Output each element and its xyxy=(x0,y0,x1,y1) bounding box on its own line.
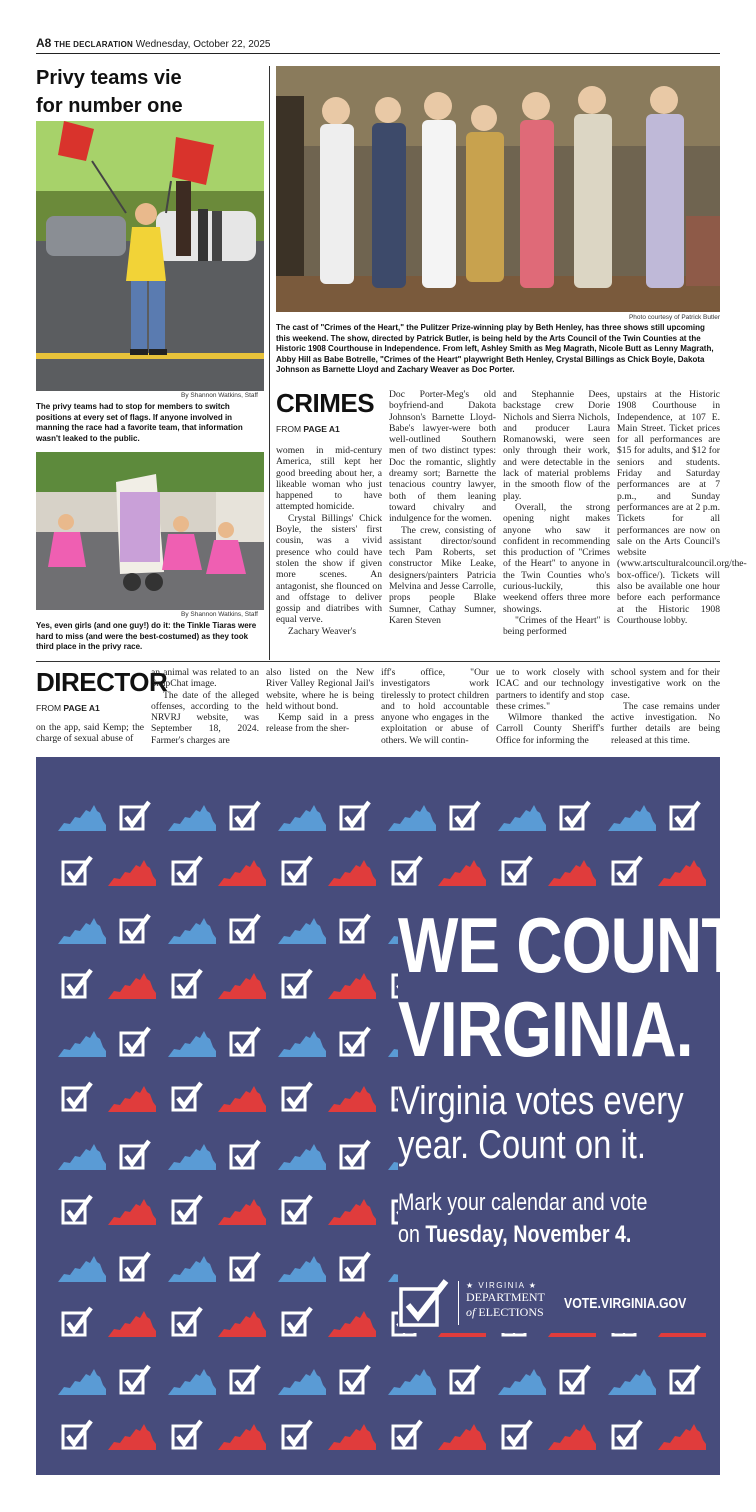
paragraph: school system and for their investigative work on the case. xyxy=(611,667,720,701)
checkbox-icon xyxy=(448,1363,500,1397)
virginia-state-icon xyxy=(216,1084,268,1118)
privy-headline-line2: for number one xyxy=(36,95,183,117)
director-kicker: DIRECTOR xyxy=(36,667,168,697)
virginia-state-icon xyxy=(216,1197,268,1231)
virginia-state-icon xyxy=(606,803,658,837)
virginia-state-icon xyxy=(326,971,378,1005)
privy-photo-tinkle-tiaras xyxy=(36,452,264,610)
checkbox-icon xyxy=(610,1418,662,1452)
dept-of: of xyxy=(466,1305,476,1319)
privy-photo2-credit: By Shannon Watkins, Staff xyxy=(181,611,258,618)
checkbox-icon xyxy=(228,1250,280,1284)
virginia-state-icon xyxy=(216,1422,268,1456)
checkbox-icon xyxy=(280,854,332,888)
ad-election-date: Tuesday, November 4. xyxy=(425,1221,632,1248)
crimes-from-label: FROM xyxy=(276,424,302,434)
paragraph: on the app, said Kemp; the charge of sexual abuse of xyxy=(36,722,144,745)
privy-headline xyxy=(36,64,264,120)
checkbox-icon xyxy=(338,1025,390,1059)
paragraph: Kemp said in a press release from the sher- xyxy=(266,712,374,735)
virginia-state-icon xyxy=(276,916,328,950)
virginia-state-icon xyxy=(326,1309,378,1343)
virginia-state-icon xyxy=(56,1142,108,1176)
column-divider xyxy=(269,66,270,660)
checkbox-icon xyxy=(668,1363,720,1397)
virginia-state-icon xyxy=(656,1422,708,1456)
virginia-state-icon xyxy=(106,1422,158,1456)
virginia-state-icon xyxy=(216,1309,268,1343)
checkbox-icon xyxy=(170,1080,222,1114)
virginia-state-icon xyxy=(276,1367,328,1401)
paragraph: women in mid-century America, still kept her good breeding about her, a likeable woman who just happened to have attempted homicide. xyxy=(276,445,382,513)
virginia-state-icon xyxy=(546,1422,598,1456)
virginia-state-icon xyxy=(386,803,438,837)
ad-headline-line2: VIRGINIA. xyxy=(398,985,693,1073)
crimes-from-page[interactable]: PAGE A1 xyxy=(303,424,340,434)
virginia-state-icon xyxy=(216,971,268,1005)
director-column-2 xyxy=(151,667,259,753)
director-column-3 xyxy=(266,667,374,753)
checkbox-icon xyxy=(338,1363,390,1397)
cast-photo xyxy=(276,66,720,312)
checkbox-icon xyxy=(228,799,280,833)
checkbox-icon xyxy=(558,799,610,833)
checkbox-icon xyxy=(60,1418,112,1452)
checkbox-icon xyxy=(170,967,222,1001)
virginia-state-icon xyxy=(276,1254,328,1288)
checkbox-icon xyxy=(60,1193,112,1227)
virginia-state-icon xyxy=(106,1197,158,1231)
checkbox-icon xyxy=(280,1193,332,1227)
director-column-1 xyxy=(36,722,144,752)
checkbox-icon xyxy=(668,799,720,833)
dept-state: ★ VIRGINIA ★ xyxy=(466,1281,538,1290)
virginia-state-icon xyxy=(56,803,108,837)
checkbox-icon xyxy=(170,1418,222,1452)
crimes-jump-line xyxy=(276,424,340,434)
section-divider xyxy=(36,661,720,662)
virginia-state-icon xyxy=(386,1367,438,1401)
checkbox-icon xyxy=(60,854,112,888)
ad-cta-prefix: on xyxy=(398,1221,426,1248)
virginia-state-icon xyxy=(276,1029,328,1063)
dept-name: DEPARTMENT xyxy=(466,1290,545,1304)
cast-photo-credit: Photo courtesy of Patrick Butler xyxy=(628,314,720,321)
checkbox-icon xyxy=(338,1250,390,1284)
checkbox-icon xyxy=(170,1305,222,1339)
virginia-state-icon xyxy=(106,1084,158,1118)
paragraph: Wilmore thanked the Carroll County Sheriff's Office for informing the xyxy=(496,712,604,746)
virginia-state-icon xyxy=(656,858,708,892)
checkbox-icon xyxy=(228,1138,280,1172)
checkbox-icon xyxy=(280,1080,332,1114)
checkbox-icon xyxy=(280,967,332,1001)
crimes-kicker: CRIMES xyxy=(276,388,375,418)
checkbox-icon xyxy=(338,799,390,833)
paragraph: The date of the alleged offenses, according to the NRVRJ website, was September 18, 2024. Farmer's charges are xyxy=(151,689,259,746)
director-from-page[interactable]: PAGE A1 xyxy=(63,703,100,713)
paragraph: Overall, the strong opening night makes anyone who saw it confident in recommending this production of "Crimes of the Heart" to anyone in the Twin Counties who's curious-luckily, this weekend offers three more showings. xyxy=(503,501,610,615)
virginia-state-icon xyxy=(166,1029,218,1063)
virginia-state-icon xyxy=(56,916,108,950)
page-header xyxy=(36,36,720,54)
director-column-5 xyxy=(496,667,604,753)
checkbox-icon xyxy=(228,1025,280,1059)
checkbox-icon xyxy=(60,1080,112,1114)
checkbox-logo-icon xyxy=(398,1277,450,1329)
ad-text-panel xyxy=(398,901,740,1333)
virginia-state-icon xyxy=(326,1084,378,1118)
checkbox-icon xyxy=(280,1305,332,1339)
checkbox-icon xyxy=(118,912,170,946)
privy-headline-line1: Privy teams vie xyxy=(36,67,182,89)
virginia-state-icon xyxy=(216,858,268,892)
virginia-state-icon xyxy=(326,858,378,892)
virginia-state-icon xyxy=(166,803,218,837)
paragraph: and Stephannie Dees, backstage crew Dorie Nichols and Sierra Nichols, and producer Laura Romanowski, were seen only through their work, and were detectable in the lack of material problems in the smooth flow of the play. xyxy=(503,389,610,502)
virginia-state-icon xyxy=(56,1029,108,1063)
department-of-elections xyxy=(466,1281,545,1320)
checkbox-icon xyxy=(390,854,442,888)
checkbox-icon xyxy=(118,1363,170,1397)
paragraph: also listed on the New River Valley Regional Jail's website, where he is being held without bond. xyxy=(266,667,374,712)
checkbox-icon xyxy=(280,1418,332,1452)
privy-photo1-credit: By Shannon Watkins, Staff xyxy=(181,392,258,399)
ad-sub-line1: Virginia votes every xyxy=(398,1079,684,1123)
virginia-state-icon xyxy=(436,858,488,892)
paragraph: iff's office, "Our investigators work tirelessly to protect children and to hold accountable anyone who engages in the exploitation or abuse of others. We will contin- xyxy=(381,667,489,746)
privy-photo1-caption: The privy teams had to stop for members to switch positions at every set of flags. If anyone involved in manning the race had a favorite team, that information wasn't leaked to the public. xyxy=(36,402,243,443)
checkbox-icon xyxy=(60,967,112,1001)
ad-sub-line2: year. Count on it. xyxy=(398,1123,646,1167)
virginia-state-icon xyxy=(496,1367,548,1401)
paragraph: ue to work closely with ICAC and our technology partners to identify and stop these crimes." xyxy=(496,667,604,712)
checkbox-icon xyxy=(170,854,222,888)
checkbox-icon xyxy=(170,1193,222,1227)
virginia-state-icon xyxy=(606,1367,658,1401)
paragraph: The crew, consisting of assistant director/sound tech Pam Roberts, set constructor Mike Leake, designers/painters Patricia Melvina and Jesse Carrolle, props people Blake Sumner, Cathay Sumner, Karen Steven xyxy=(389,524,496,626)
publication-name: THE DECLARATION xyxy=(54,40,133,49)
checkbox-icon xyxy=(118,799,170,833)
virginia-state-icon xyxy=(326,1422,378,1456)
paragraph: The case remains under active investigation. No further details are being released at this time. xyxy=(611,700,720,746)
paragraph: Zachary Weaver's xyxy=(288,625,357,637)
crimes-column-4 xyxy=(617,389,747,661)
director-column-4 xyxy=(381,667,489,753)
page-number: A8 xyxy=(36,36,52,50)
virginia-state-icon xyxy=(166,1367,218,1401)
checkbox-icon xyxy=(228,1363,280,1397)
virginia-state-icon xyxy=(106,971,158,1005)
virginia-state-icon xyxy=(436,1422,488,1456)
crimes-column-2 xyxy=(389,389,496,661)
virginia-state-icon xyxy=(56,1367,108,1401)
paragraph: an animal was related to an SnapChat image. xyxy=(151,667,259,690)
we-count-virginia-ad xyxy=(36,757,740,1475)
checkbox-icon xyxy=(610,854,662,888)
virginia-state-icon xyxy=(546,858,598,892)
checkbox-icon xyxy=(390,1418,442,1452)
privy-photo-flagger xyxy=(36,121,264,391)
cast-photo-caption: The cast of "Crimes of the Heart," the Pulitzer Prize-winning play by Beth Henley, has three shows still upcoming this weekend. The show, directed by Patrick Butler, is being held by the Arts Council of the Twin Counties at the Historic 1908 Courthouse in Independence. From left, Ashley Smith as Meg Magrath, Nicole Butt as Lenny Magrath, Abby Hill as Babe Botrelle, "Crimes of the Heart" playwright Beth Henley, Crystal Billings as Chick Boyle, Dakota Johnson as Barnette Lloyd and Zachary Weaver as Doc Porter. xyxy=(276,323,714,374)
director-jump-line xyxy=(36,703,100,713)
vote-virginia-url[interactable]: VOTE.VIRGINIA.GOV xyxy=(564,1295,687,1312)
virginia-state-icon xyxy=(326,1197,378,1231)
checkbox-icon xyxy=(60,1305,112,1339)
paragraph: "Crimes of the Heart" is being performed xyxy=(503,614,610,638)
paragraph: upstairs at the Historic 1908 Courthouse in Independence, at 107 E. Main Street. Ticket prices for all performances are $15 for adults, and $12 for seniors and students. Friday and Saturday performances are at 7 p.m., and Sunday performances are at 2 p.m. Tickets for all performances are now on sale on the Arts Council's website (www.artsculturalcouncil.org/the-box-office/). Tickets will also be available one hour before each performance at the Historic 1908 Courthouse lobby. xyxy=(617,389,747,626)
virginia-state-icon xyxy=(496,803,548,837)
logo-divider xyxy=(458,1281,459,1325)
checkbox-icon xyxy=(118,1025,170,1059)
checkbox-icon xyxy=(500,1418,552,1452)
checkbox-icon xyxy=(338,1138,390,1172)
issue-date: Wednesday, October 22, 2025 xyxy=(135,39,271,50)
crimes-column-1 xyxy=(276,445,382,661)
ad-headline-line1: WE COUNT xyxy=(398,901,740,989)
checkbox-icon xyxy=(558,1363,610,1397)
checkbox-icon xyxy=(338,912,390,946)
virginia-state-icon xyxy=(106,1309,158,1343)
virginia-state-icon xyxy=(106,858,158,892)
dept-elections: ELECTIONS xyxy=(478,1305,544,1319)
ad-cta-line1: Mark your calendar and vote xyxy=(398,1189,648,1216)
crimes-column-3 xyxy=(503,389,610,661)
checkbox-icon xyxy=(448,799,500,833)
virginia-state-icon xyxy=(276,803,328,837)
privy-photo2-caption: Yes, even girls (and one guy!) do it: the Tinkle Tiaras were hard to miss (and were the best-costumed) as they took third place in the privy race. xyxy=(36,621,257,651)
virginia-state-icon xyxy=(276,1142,328,1176)
virginia-state-icon xyxy=(56,1254,108,1288)
director-from-label: FROM xyxy=(36,703,62,713)
paragraph: Crystal Billings' Chick Boyle, the sisters' first cousin, was a vivid presence who could have stolen the show if given more scenes. An antagonist, she flounced on and offstage to deliver gossip and diatribes with equal verve. xyxy=(276,512,382,626)
paragraph: Doc Porter-Meg's old boyfriend-and Dakota Johnson's Barnette Lloyd-Babe's lawyer-were both well-outlined Southern men of two distinct types: Doc the romantic, slightly dreamy sort; Barnette the tenacious country lawyer, both of them leaning toward chivalry and indulgence for the women. xyxy=(389,389,496,525)
checkbox-icon xyxy=(118,1250,170,1284)
virginia-state-icon xyxy=(166,916,218,950)
checkbox-icon xyxy=(118,1138,170,1172)
director-column-6 xyxy=(611,667,720,753)
virginia-state-icon xyxy=(166,1254,218,1288)
checkbox-icon xyxy=(500,854,552,888)
ad-cta-line2 xyxy=(398,1219,631,1251)
checkbox-icon xyxy=(228,912,280,946)
virginia-state-icon xyxy=(166,1142,218,1176)
